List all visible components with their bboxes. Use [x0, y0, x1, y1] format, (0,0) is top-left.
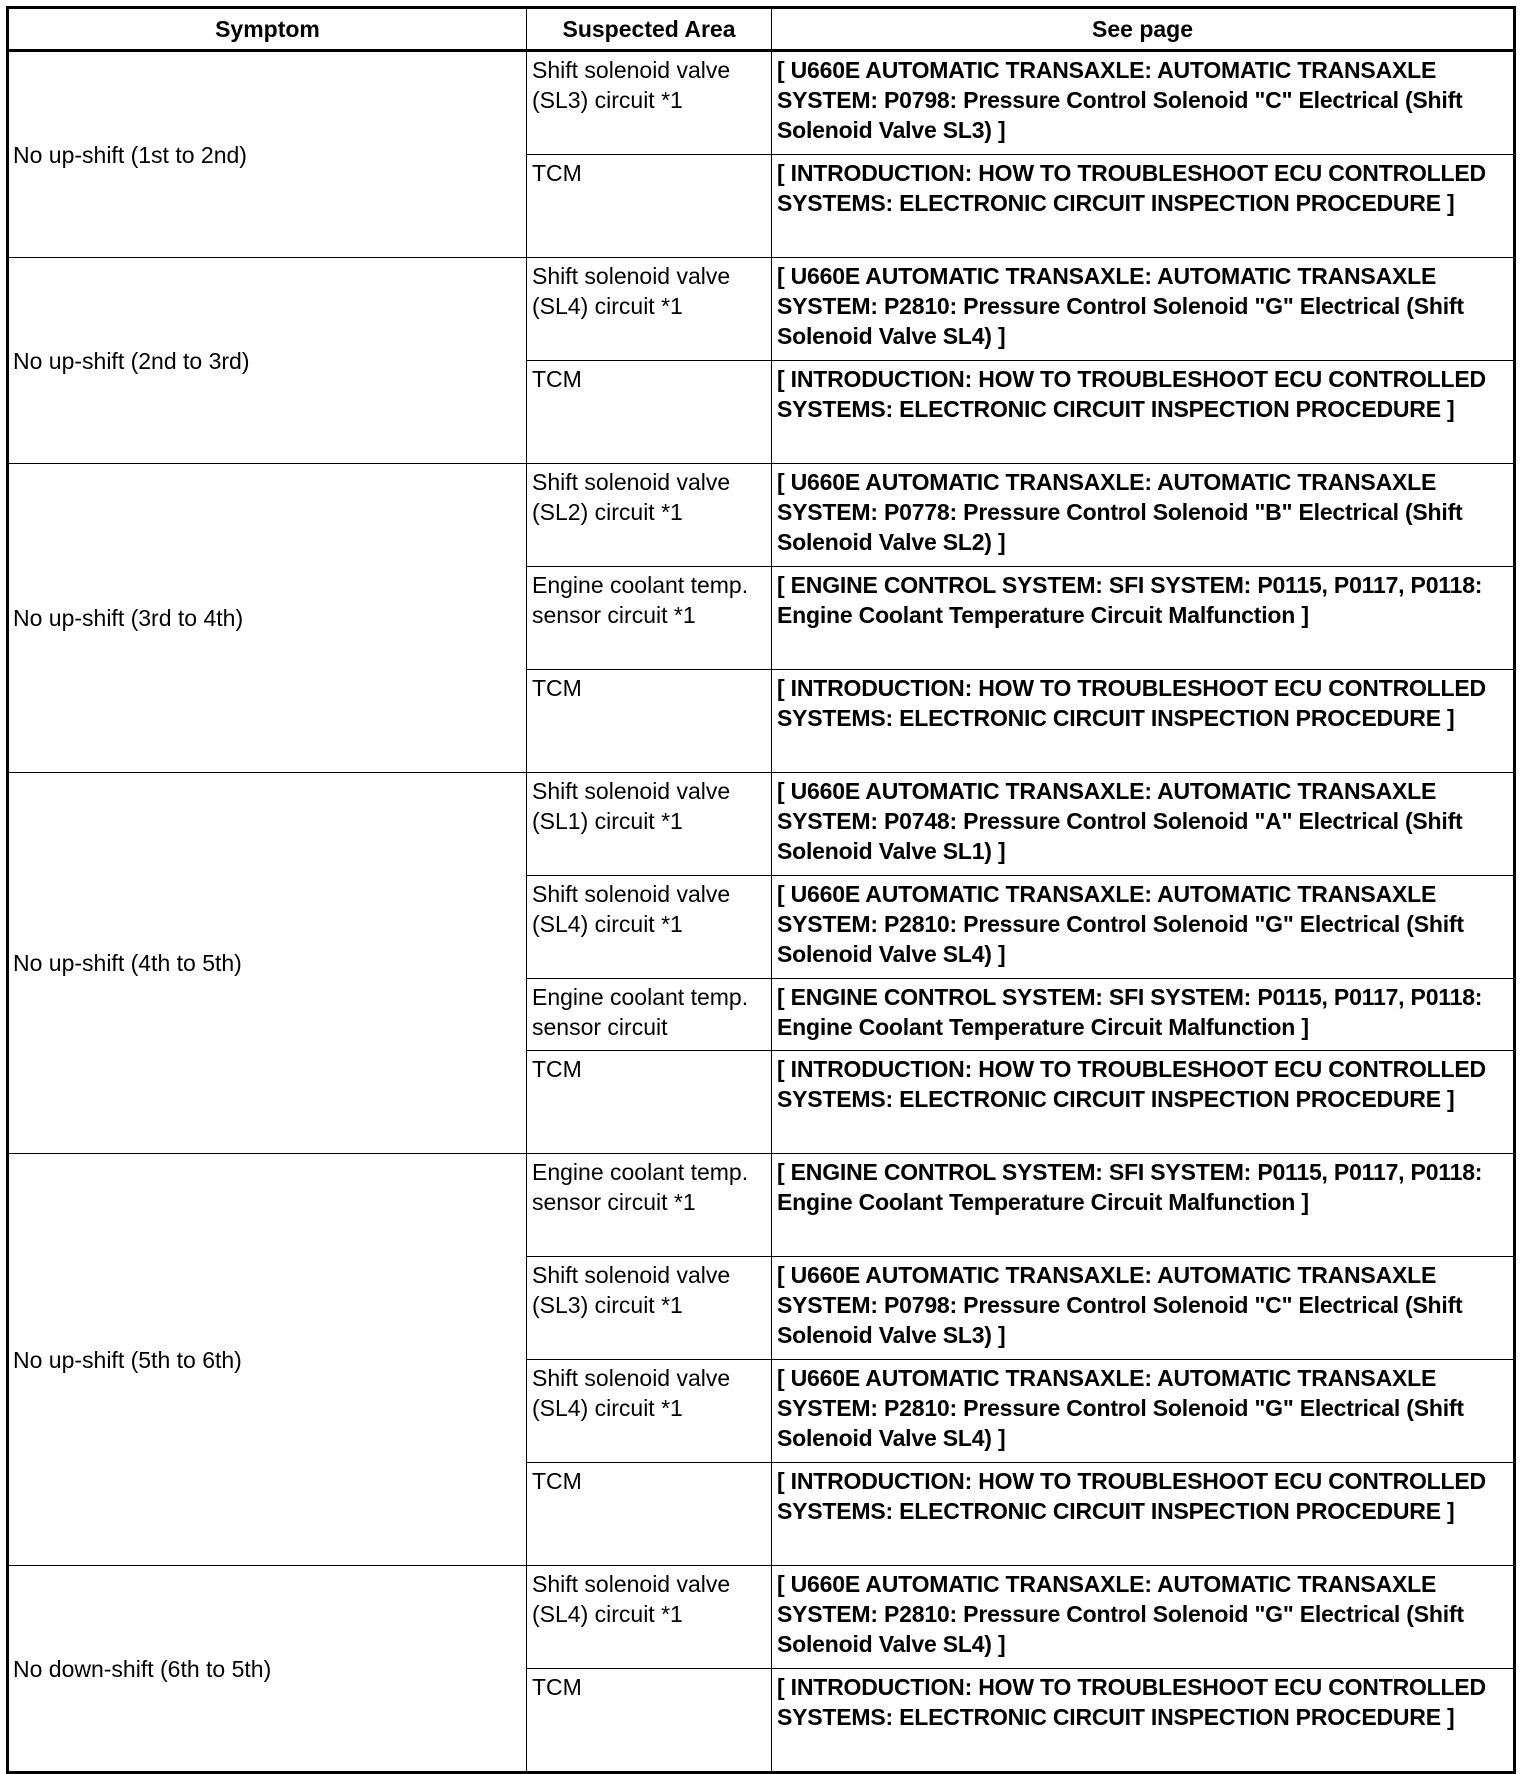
symptom-table — [6, 6, 1516, 1774]
see-page-link[interactable]: [ ENGINE CONTROL SYSTEM: SFI SYSTEM: P0115, P0117, P0118: Engine Coolant Temperature Circuit Malfunction ] — [772, 1154, 1515, 1257]
see-page-link[interactable]: [ U660E AUTOMATIC TRANSAXLE: AUTOMATIC TRANSAXLE SYSTEM: P0748: Pressure Control Solenoid "A" Electrical (Shift Solenoid Valve SL1) ] — [772, 773, 1515, 876]
suspected-area-cell: TCM — [527, 1669, 772, 1773]
suspected-area-cell: Shift solenoid valve (SL1) circuit *1 — [527, 773, 772, 876]
suspected-area-cell: TCM — [527, 361, 772, 464]
symptom-cell: No down-shift (6th to 5th) — [8, 1566, 527, 1773]
see-page-link[interactable]: [ ENGINE CONTROL SYSTEM: SFI SYSTEM: P0115, P0117, P0118: Engine Coolant Temperature Circuit Malfunction ] — [772, 979, 1515, 1051]
see-page-link[interactable]: [ U660E AUTOMATIC TRANSAXLE: AUTOMATIC TRANSAXLE SYSTEM: P0798: Pressure Control Solenoid "C" Electrical (Shift Solenoid Valve SL3) ] — [772, 1257, 1515, 1360]
table-row — [8, 258, 1515, 361]
header-suspected-area: Suspected Area — [527, 8, 772, 51]
table-row — [8, 464, 1515, 567]
suspected-area-cell: Shift solenoid valve (SL4) circuit *1 — [527, 258, 772, 361]
suspected-area-cell: TCM — [527, 670, 772, 773]
symptom-cell: No up-shift (1st to 2nd) — [8, 51, 527, 258]
suspected-area-cell: Shift solenoid valve (SL4) circuit *1 — [527, 1360, 772, 1463]
header-symptom: Symptom — [8, 8, 527, 51]
suspected-area-cell: Shift solenoid valve (SL3) circuit *1 — [527, 1257, 772, 1360]
suspected-area-cell: Shift solenoid valve (SL4) circuit *1 — [527, 1566, 772, 1669]
table-row — [8, 1154, 1515, 1257]
suspected-area-cell: Shift solenoid valve (SL2) circuit *1 — [527, 464, 772, 567]
header-see-page: See page — [772, 8, 1515, 51]
document-page — [6, 6, 1516, 1774]
suspected-area-cell: Engine coolant temp. sensor circuit *1 — [527, 1154, 772, 1257]
symptom-cell: No up-shift (2nd to 3rd) — [8, 258, 527, 464]
suspected-area-cell: TCM — [527, 1463, 772, 1566]
see-page-link[interactable]: [ INTRODUCTION: HOW TO TROUBLESHOOT ECU CONTROLLED SYSTEMS: ELECTRONIC CIRCUIT INSPECTION PROCEDURE ] — [772, 155, 1515, 258]
see-page-link[interactable]: [ INTRODUCTION: HOW TO TROUBLESHOOT ECU CONTROLLED SYSTEMS: ELECTRONIC CIRCUIT INSPECTION PROCEDURE ] — [772, 1463, 1515, 1566]
table-row — [8, 51, 1515, 155]
header-row — [8, 8, 1515, 51]
suspected-area-cell: TCM — [527, 1051, 772, 1154]
see-page-link[interactable]: [ ENGINE CONTROL SYSTEM: SFI SYSTEM: P0115, P0117, P0118: Engine Coolant Temperature Circuit Malfunction ] — [772, 567, 1515, 670]
table-row — [8, 773, 1515, 876]
see-page-link[interactable]: [ U660E AUTOMATIC TRANSAXLE: AUTOMATIC TRANSAXLE SYSTEM: P2810: Pressure Control Solenoid "G" Electrical (Shift Solenoid Valve SL4) ] — [772, 876, 1515, 979]
suspected-area-cell: TCM — [527, 155, 772, 258]
symptom-cell: No up-shift (5th to 6th) — [8, 1154, 527, 1566]
see-page-link[interactable]: [ U660E AUTOMATIC TRANSAXLE: AUTOMATIC TRANSAXLE SYSTEM: P0778: Pressure Control Solenoid "B" Electrical (Shift Solenoid Valve SL2) ] — [772, 464, 1515, 567]
see-page-link[interactable]: [ U660E AUTOMATIC TRANSAXLE: AUTOMATIC TRANSAXLE SYSTEM: P2810: Pressure Control Solenoid "G" Electrical (Shift Solenoid Valve SL4) ] — [772, 1360, 1515, 1463]
table-row — [8, 1566, 1515, 1669]
see-page-link[interactable]: [ U660E AUTOMATIC TRANSAXLE: AUTOMATIC TRANSAXLE SYSTEM: P2810: Pressure Control Solenoid "G" Electrical (Shift Solenoid Valve SL4) ] — [772, 258, 1515, 361]
see-page-link[interactable]: [ U660E AUTOMATIC TRANSAXLE: AUTOMATIC TRANSAXLE SYSTEM: P2810: Pressure Control Solenoid "G" Electrical (Shift Solenoid Valve SL4) ] — [772, 1566, 1515, 1669]
symptom-cell: No up-shift (4th to 5th) — [8, 773, 527, 1154]
symptom-cell: No up-shift (3rd to 4th) — [8, 464, 527, 773]
see-page-link[interactable]: [ U660E AUTOMATIC TRANSAXLE: AUTOMATIC TRANSAXLE SYSTEM: P0798: Pressure Control Solenoid "C" Electrical (Shift Solenoid Valve SL3) ] — [772, 51, 1515, 155]
suspected-area-cell: Engine coolant temp. sensor circuit *1 — [527, 567, 772, 670]
suspected-area-cell: Engine coolant temp. sensor circuit — [527, 979, 772, 1051]
see-page-link[interactable]: [ INTRODUCTION: HOW TO TROUBLESHOOT ECU CONTROLLED SYSTEMS: ELECTRONIC CIRCUIT INSPECTION PROCEDURE ] — [772, 670, 1515, 773]
suspected-area-cell: Shift solenoid valve (SL4) circuit *1 — [527, 876, 772, 979]
see-page-link[interactable]: [ INTRODUCTION: HOW TO TROUBLESHOOT ECU CONTROLLED SYSTEMS: ELECTRONIC CIRCUIT INSPECTION PROCEDURE ] — [772, 1669, 1515, 1773]
see-page-link[interactable]: [ INTRODUCTION: HOW TO TROUBLESHOOT ECU CONTROLLED SYSTEMS: ELECTRONIC CIRCUIT INSPECTION PROCEDURE ] — [772, 1051, 1515, 1154]
see-page-link[interactable]: [ INTRODUCTION: HOW TO TROUBLESHOOT ECU CONTROLLED SYSTEMS: ELECTRONIC CIRCUIT INSPECTION PROCEDURE ] — [772, 361, 1515, 464]
suspected-area-cell: Shift solenoid valve (SL3) circuit *1 — [527, 51, 772, 155]
